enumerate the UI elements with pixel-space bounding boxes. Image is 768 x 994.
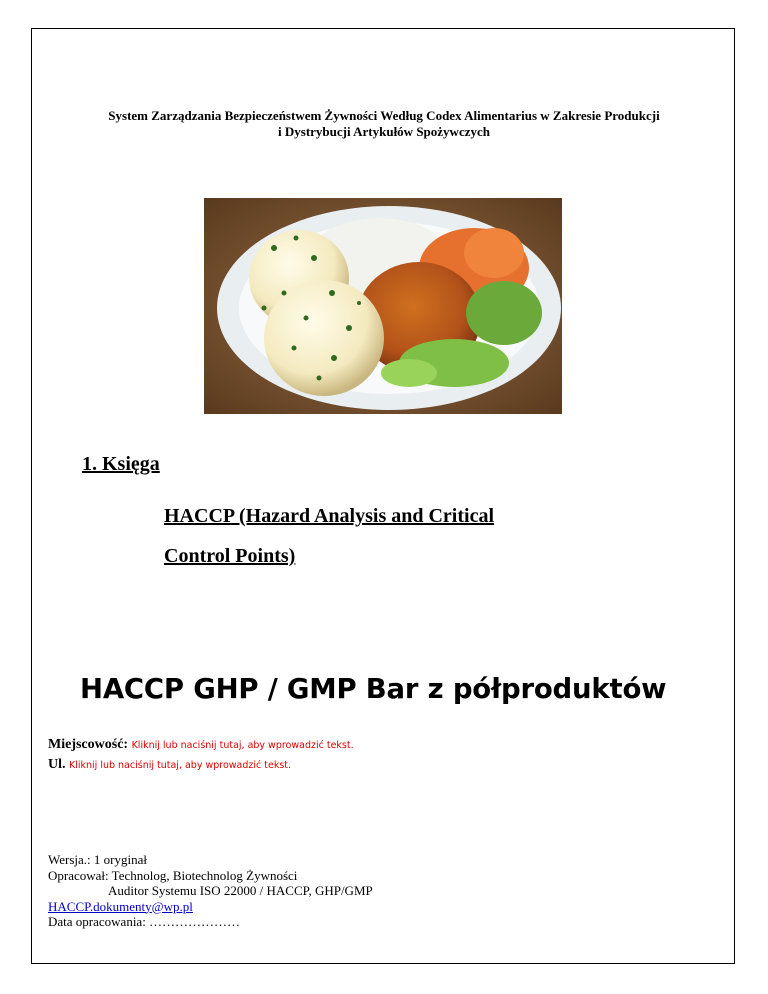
- header-line-2: i Dystrybucji Artykułów Spożywczych: [278, 124, 490, 139]
- version-text: Wersja.: 1 oryginał: [48, 852, 147, 867]
- main-title: HACCP GHP / GMP Bar z półproduktów: [80, 673, 667, 705]
- auditor-text: Auditor Systemu ISO 22000 / HACCP, GHP/GMP: [108, 883, 373, 898]
- street-input[interactable]: Kliknij lub naciśnij tutaj, aby wprowadzić tekst.: [69, 760, 292, 771]
- section-number: 1. Księga: [82, 453, 160, 475]
- location-field-row: [48, 737, 354, 753]
- street-field-row: [48, 757, 291, 773]
- food-photo: [204, 198, 562, 414]
- header-line-1: System Zarządzania Bezpieczeństwem Żywności Według Codex Alimentarius w Zakresie Produkcji: [108, 108, 660, 123]
- document-footer: [48, 852, 373, 930]
- email-link[interactable]: HACCP.dokumenty@wp.pl: [48, 898, 193, 914]
- date-text: Data opracowania: …………………: [48, 914, 241, 929]
- document-header: [40, 108, 728, 140]
- section-title: [164, 496, 624, 576]
- location-input[interactable]: Kliknij lub naciśnij tutaj, aby wprowadzić tekst.: [131, 740, 354, 751]
- author-text: Opracował: Technolog, Biotechnolog Żywności: [48, 867, 298, 883]
- location-label: Miejscowość:: [48, 737, 129, 752]
- section-title-line-1: HACCP (Hazard Analysis and Critical: [164, 505, 495, 527]
- section-title-line-2: Control Points): [164, 545, 296, 567]
- street-label: Ul.: [48, 757, 66, 772]
